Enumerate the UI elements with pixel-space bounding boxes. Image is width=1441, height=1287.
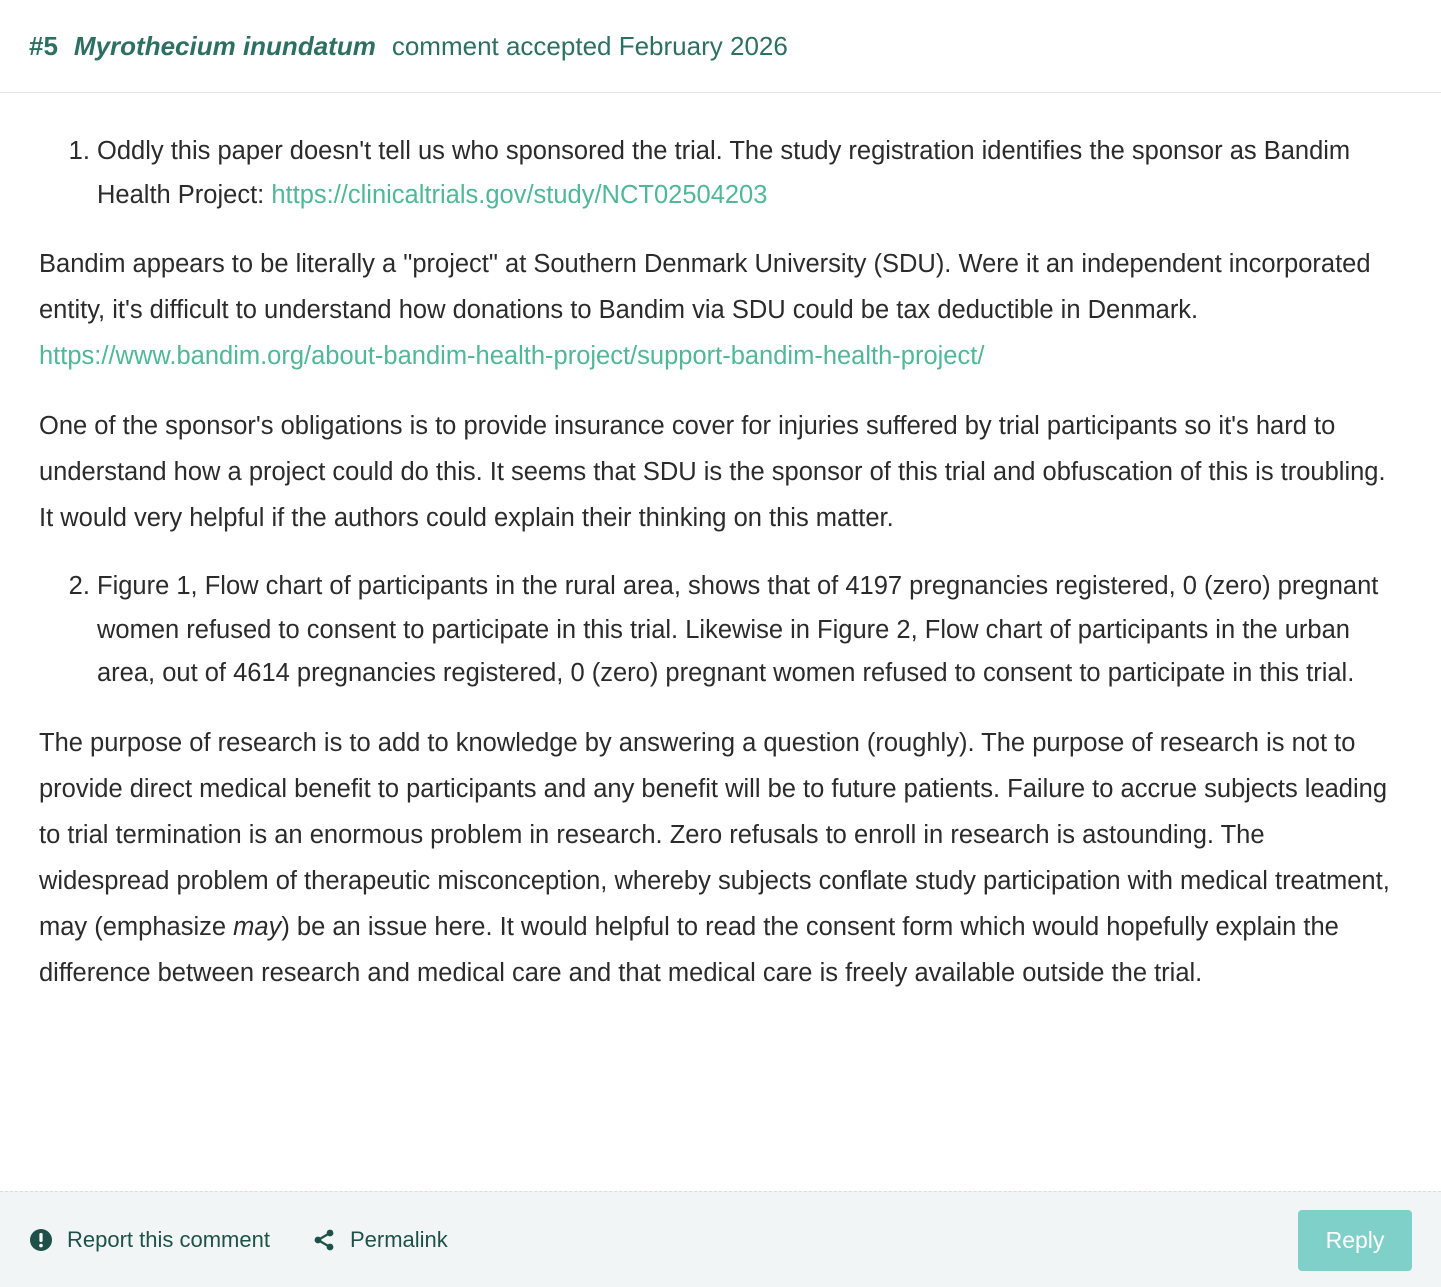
paragraph-purpose-emphasis: may — [233, 912, 282, 941]
comment-number: #5 — [29, 30, 58, 61]
comment-footer — [0, 1191, 1441, 1287]
list-item-1 — [97, 130, 1401, 217]
comment-author[interactable]: Myrothecium inundatum — [73, 30, 376, 61]
paragraph-obligations: One of the sponsor's obligations is to provide insurance cover for injuries suffered by trial participants so it's hard to understand how a project could do this. It seems that SDU is the sponsor of this trial and obfuscation of this is troubling. It would very helpful if the authors could explain their thinking on this matter. — [39, 412, 1386, 532]
permalink-link[interactable] — [312, 1227, 448, 1253]
paragraph-sponsor-text: Bandim appears to be literally a "project" at Southern Denmark University (SDU). Were it an independent incorporated entity, it's difficult to understand how donations to Bandim via SDU could be tax deductible in Denmark. — [39, 250, 1371, 324]
share-icon — [312, 1228, 336, 1252]
paragraph-sponsor — [39, 241, 1401, 379]
paragraph-purpose — [39, 720, 1401, 996]
comment-status: comment accepted February 2026 — [391, 30, 788, 61]
clinicaltrials-link[interactable]: https://clinicaltrials.gov/study/NCT02504203 — [271, 180, 768, 209]
list-item-1-text: Oddly this paper doesn't tell us who sponsored the trial. The study registration identifies the sponsor as Bandim Health Project: — [97, 137, 1351, 209]
bandim-link[interactable]: https://www.bandim.org/about-bandim-health-project/support-bandim-health-project/ — [39, 342, 985, 370]
numbered-list-1 — [39, 130, 1401, 217]
paragraph-purpose-text-b: ) be an issue here. It would helpful to read the consent form which would hopefully explain the difference between research and medical care and that medical care is freely available outside the trial. — [39, 912, 1339, 987]
report-comment-link[interactable] — [29, 1227, 270, 1253]
comment-body — [0, 93, 1441, 996]
paragraph-purpose-text-a: The purpose of research is to add to knowledge by answering a question (roughly). The purpose of research is not to provide direct medical benefit to participants and any benefit will be to future patients. Failure to accrue subjects leading to trial termination is an enormous problem in research. Zero refusals to enroll in research is astounding. The widespread problem of therapeutic misconception, whereby subjects conflate study participation with medical treatment, may (emphasize — [39, 728, 1390, 941]
reply-button[interactable]: Reply — [1298, 1210, 1412, 1271]
exclamation-circle-icon — [29, 1228, 53, 1252]
comment-header — [0, 0, 1441, 93]
numbered-list-2 — [39, 565, 1401, 696]
permalink-label: Permalink — [349, 1226, 448, 1252]
list-item-2: 2. Figure 1, Flow chart of participants in the rural area, shows that of 4197 pregnancies registered, 0 (zero) pregnant women refused to consent to participate in this trial. Likewise in Figure 2, Flow chart of participants in the urban area, out of 4614 pregnancies registered, 0 (zero) pregnant women refused to consent to participate in this trial. — [97, 565, 1401, 696]
report-comment-label: Report this comment — [67, 1226, 270, 1252]
